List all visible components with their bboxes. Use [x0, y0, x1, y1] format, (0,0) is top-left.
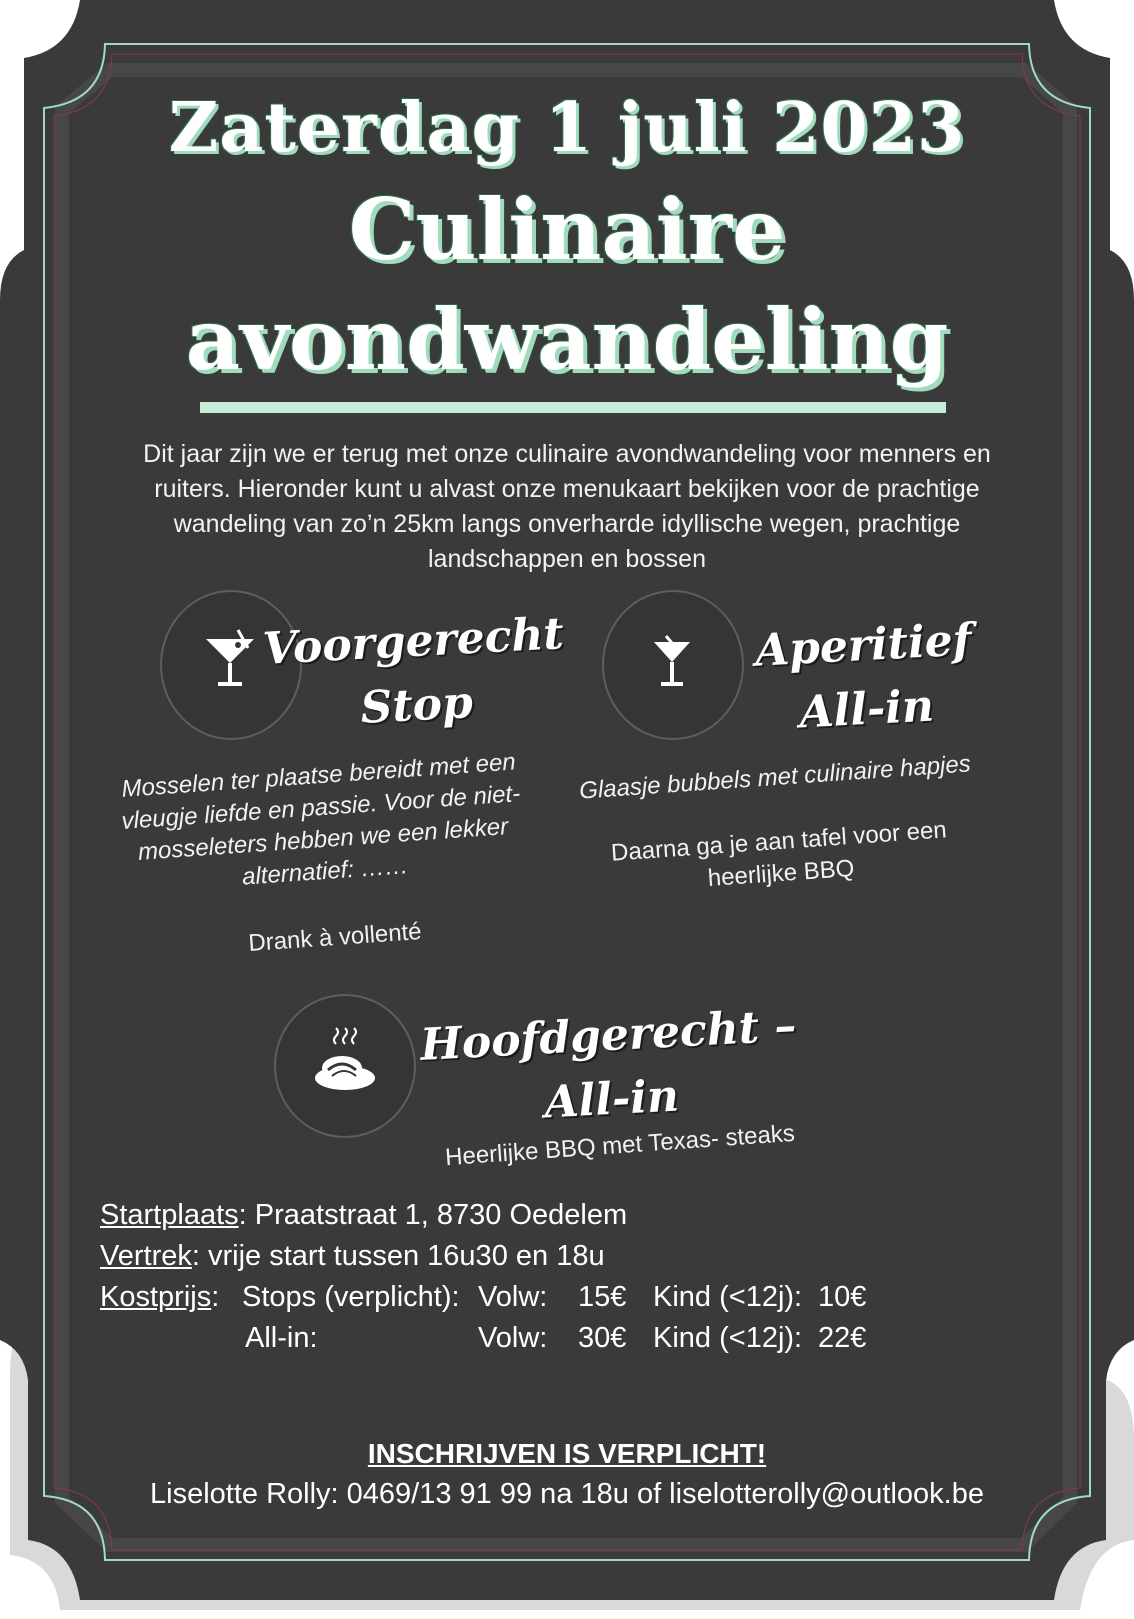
departure — [100, 1236, 605, 1276]
price-child-label-1: Kind (<12j): — [653, 1281, 803, 1313]
price-adult-2: 30€ — [578, 1322, 627, 1354]
hoofdgerecht-heading-line1: Hoofdgerecht – — [419, 1000, 798, 1071]
hot-dish-icon — [276, 996, 414, 1136]
aperitief-description: Glaasje bubbels met culinaire hapjes — [578, 750, 972, 805]
aperitief-heading-line1: Aperitief — [753, 614, 973, 677]
intro-text: Dit jaar zijn we er terug met onze culinaire avondwandeling voor menners en ruiters. Hieronder kunt u alvast onze menukaart bekijken voor de prachtige wandeling van zo’n 25km langs onverharde idyllische wegen, prachtige landschappen en bossen — [143, 440, 991, 573]
title-underline — [200, 402, 946, 413]
departure-value: : vrije start tussen 16u30 en 18u — [191, 1240, 605, 1272]
hoofdgerecht-icon-circle — [274, 994, 416, 1138]
price-adult-label-1: Volw: — [478, 1281, 548, 1313]
aperitief-heading — [717, 606, 1013, 749]
price-row-1: Kostprijs: Stops (verplicht): Volw: 15€ Kind (<12j): 10€ — [100, 1277, 920, 1317]
price-child-2: 22€ — [818, 1322, 867, 1354]
hoofdgerecht-description: Heerlijke BBQ met Texas- steaks — [444, 1119, 796, 1172]
price-adult-label-2: Volw: — [478, 1322, 548, 1354]
price-row-2 — [100, 1318, 920, 1358]
price-child-label-2: Kind (<12j): — [653, 1322, 803, 1354]
start-value: : Praatstraat 1, 8730 Oedelem — [238, 1199, 628, 1231]
start-label: Startplaats — [100, 1199, 239, 1231]
voorgerecht-heading-line2: Stop — [359, 677, 475, 734]
price-name-1: Stops (verplicht): — [242, 1281, 460, 1313]
hoofdgerecht-heading-line2: All-in — [543, 1070, 681, 1129]
price-adult-1: 15€ — [578, 1281, 627, 1313]
departure-label: Vertrek — [100, 1240, 192, 1272]
voorgerecht-heading-line1: Voorgerecht — [261, 608, 565, 675]
start-location — [100, 1195, 627, 1235]
event-date: Zaterdag 1 juli 2023 — [168, 88, 966, 168]
voorgerecht-heading — [227, 600, 603, 747]
price-child-1: 10€ — [818, 1281, 867, 1313]
aperitief-note: Daarna ga je aan tafel voor een heerlijke BBQ — [610, 816, 948, 893]
aperitief-heading-line2: All-in — [798, 680, 936, 739]
contact-info: Liselotte Rolly: 0469/13 91 99 na 18u of liselotterolly@outlook.be — [150, 1478, 984, 1510]
register-notice: INSCHRIJVEN IS VERPLICHT! — [367, 1438, 767, 1469]
event-title-line2: avondwandeling — [185, 290, 949, 389]
price-name-2: All-in: — [245, 1322, 318, 1354]
voorgerecht-description: Mosselen ter plaatse bereidt met een vleugje liefde en passie. Voor de niet-mosseleters hebben we een lekker alternatief: …… — [120, 748, 521, 891]
event-title-line1: Culinaire — [348, 180, 786, 279]
price-label: Kostprijs — [100, 1281, 212, 1313]
voorgerecht-drinks: Drank à vollenté — [247, 917, 423, 958]
